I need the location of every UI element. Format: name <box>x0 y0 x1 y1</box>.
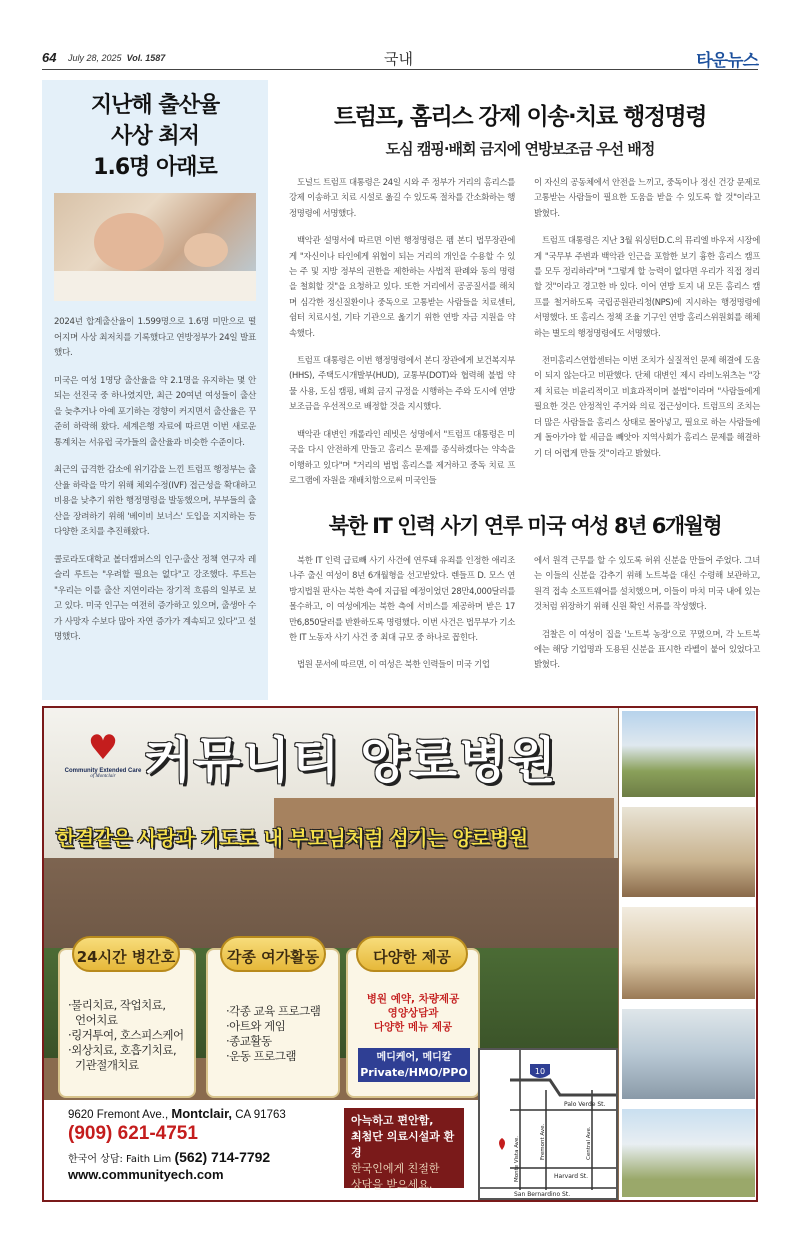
patio-photo <box>621 1108 756 1198</box>
sidebar-paragraph: 미국은 여성 1명당 출산율을 약 2.1명을 유지하는 몇 안 되는 선진국 중 하나였지만, 최근 20여년 여성들이 출산을 늦추거나 아예 포기하는 경향이 커지면서 출산율은 꾸준히 하락해 왔다. 세계은행 자료에 따르면 이번 새로운 통계치는 서유럽 국가들의 출산율과 비슷한 수준이다. <box>54 375 256 448</box>
svg-text:Palo Verde St.: Palo Verde St. <box>564 1101 606 1108</box>
activities-panel: ·각종 교육 프로그램 ·아트와 게임 ·종교활동 ·운동 프로그램 <box>206 948 340 1098</box>
issue-date: July 28, 2025 Vol. 1587 <box>68 53 166 63</box>
article1-headline: 트럼프, 홈리스 강제 이송·치료 행정명령 <box>334 104 706 130</box>
article2-headline: 북한 IT 인력 사기 연루 미국 여성 8년 6개월형 <box>328 514 722 538</box>
cta-area <box>340 1100 478 1200</box>
lounge-photo <box>621 806 756 898</box>
nursing-home-advertisement <box>42 706 758 1202</box>
korean-contact: 한국어 상담: Faith Lim (562) 714-7792 <box>68 1149 271 1165</box>
facility-photo-strip <box>619 708 758 1200</box>
svg-text:Harvard St.: Harvard St. <box>554 1173 589 1180</box>
page-number: 64 <box>42 50 57 65</box>
article1-column-2: 이 자신의 공동체에서 안전을 느끼고, 중독이나 정신 건강 문제로 고통받는 사람들이 필요한 도움을 받을 수 있도록 할 것"이라고 밝혔다. 트럼프 대통령은 지난 3월 워싱턴D.C.의 뮤리엘 바우저 시장에게 "국무부 주변과 백악관 인근을 포함한 보기 흉한 홈리스 캠프를 모두 정리하라"며 "그렇게 할 능력이 없다면 우리가 직접 정리할 것"이라고 경고한 바 있다. 이어 연방 토지 내 모든 홈리스 캠프를 철거하도록 국립공원관리청(NPS)에 지시하는 행정명령에 서명했다. 또 홈리스 정책 조율 기구인 연방 홈리스위원회를 해체하는 별도의 행정명령에도 서명했다. 전미홈리스연합센터는 이번 조치가 실질적인 문제 해결에 도움이 되지 않는다고 비판했다. 단체 대변인 제시 라비노위츠는 "강제 치료는 비윤리적이고 비효과적이며 불법"이라며 "사람들에게 필요한 것은 안정적인 주거와 의료 접근성이다. 트럼프의 조치는 더 많은 사람들을 홈리스 상태로 몰아넣고, 필요로 하는 사람들에게 돌아가야 할 세금을 빼앗아 지역사회가 홈리스 문제를 해결하기 더 어렵게 만들 것"이라고 밝혔다. <box>534 177 760 458</box>
article1-column-1: 도널드 트럼프 대통령은 24일 시와 주 정부가 거리의 홈리스를 강제 이송하고 치료 시설로 옮길 수 있도록 절차를 간소화하는 행정명령에 서명했다. 백악관 설명서에 따르면 이번 행정명령은 펨 본디 법무장관에게 "자신이나 타인에게 위협이 되는 거리의 개인을 수용할 수 있는 주 및 지방 정부의 권한을 제한하는 사법적 판례와 동의 명령을 철회할 것"을 요청하고 있다. 또한 거리에서 공공질서를 해치며 심각한 정신질환이나 중독으로 고통받는 사람들을 치료센터, 쉼터 치료시설, 기타 기관으로 옮기기 위한 연방 자금 지원을 약속했다. 트럼프 대통령은 이번 행정명령에서 본디 장관에게 보건복지부(HHS), 주택도시개발부(HUD), 교통부(DOT)와 협력해 불법 약물 사용, 도심 캠핑, 배회 금지 규정을 시행하는 주와 도시에 연방 보조금을 우선적으로 배정할 것을 지시했다. 백악관 대변인 캐롤라인 레빗은 성명에서 "트럼프 대통령은 미국을 다시 안전하게 만들고 홈리스 문제를 종식하겠다는 약속을 이행하고 있다"며 "거리의 범법 홈리스를 제거하고 중독 치료 프로그램에 자원을 재배치함으로써 미국인들 <box>289 177 515 485</box>
garden-photo <box>621 710 756 798</box>
freeway-shield-icon <box>530 1064 550 1078</box>
main-phone[interactable]: (909) 621-4751 <box>68 1123 198 1144</box>
sidebar-headline: 지난해 출산율 사상 최저 1.6명 아래로 <box>90 93 220 180</box>
newspaper-logo <box>696 46 758 71</box>
website-link[interactable]: www.communityech.com <box>68 1167 224 1182</box>
dining-room-photo <box>621 906 756 1000</box>
nursing-care-panel: ·물리치료, 작업치료, 언어치료 ·링거투여, 호스피스케어 ·외상치료, 호흡기치료, 기관절개치료 <box>58 948 196 1098</box>
article1-subheadline: 도심 캠핑·배회 금지에 연방보조금 우선 배정 <box>385 140 655 158</box>
services-badge: 다양한 제공 <box>356 936 468 972</box>
sidebar-paragraph: 2024년 합계출산율이 1.599명으로 1.6명 미만으로 떨어지며 사상 최저치를 기록했다고 연방정부가 24일 발표했다. <box>54 317 256 358</box>
article2-column-2: 에서 원격 근무를 할 수 있도록 허위 신분을 만들어 주었다. 그녀는 이들의 신분을 감추기 위해 노트북을 대신 수령해 보관하고, 원격 접속 소프트웨어를 설치했으며, 이들이 마치 미국 내에 있는 것처럼 위장하기 위해 신원 확인 서류를 작성했다. 검찰은 이 여성이 집을 '노트북 농장'으로 꾸몄으며, 각 노트북에는 해당 기업명과 도용된 신분을 표시한 라벨이 붙어 있었다고 밝혔다. <box>534 555 760 670</box>
heart-icon: ♥ <box>87 728 119 768</box>
svg-text:10: 10 <box>534 1067 546 1076</box>
section-name: 국내 <box>384 50 413 68</box>
cta-box: 아늑하고 편안함, 최첨단 의료시설과 환경 한국인에게 친절한 상담을 받으세요. <box>344 1108 464 1188</box>
insurance-box: 메디케어, 메디칼 Private/HMO/PPO <box>358 1048 470 1082</box>
ad-slogan: 한결같은 사랑과 기도로 내 부모님처럼 섬기는 양로병원 <box>56 826 528 850</box>
cec-logo: ♥ Community Extended Care of Montclair <box>64 728 142 779</box>
svg-text:Monte Vista Ave.: Monte Vista Ave. <box>514 1135 520 1182</box>
page-header <box>42 44 758 70</box>
hallway-photo <box>621 1008 756 1100</box>
address: 9620 Fremont Ave., Montclair, CA 91763 <box>68 1106 286 1121</box>
nursing-care-badge: 24시간 병간호 <box>72 936 180 972</box>
logo-text: 타운뉴스 <box>696 51 758 71</box>
activities-badge: 각종 여가활동 <box>220 936 326 972</box>
sidebar-article <box>42 80 268 700</box>
contact-info <box>44 1100 340 1200</box>
newborn-photo <box>54 193 256 301</box>
svg-text:San Bernardino St.: San Bernardino St. <box>514 1191 571 1198</box>
sidebar-paragraph: 최근의 급격한 감소에 위기감을 느낀 트럼프 행정부는 출산율 하락을 막기 위해 체외수정(IVF) 접근성을 확대하고 비용을 낮추기 위한 행정명령을 발동했으며, 부부들의 출산을 장려하기 위해 '베이비 보너스' 도입을 지지하는 등 다양한 조치를 추진해왔다. <box>54 465 256 537</box>
svg-text:Central Ave.: Central Ave. <box>586 1126 592 1160</box>
location-map <box>478 1048 618 1200</box>
map-graphic <box>480 1050 616 1198</box>
svg-text:Fremont Ave.: Fremont Ave. <box>540 1123 546 1160</box>
sidebar-paragraph: 콜로라도대학교 볼더캠퍼스의 인구·출산 정책 연구자 레슬리 루트는 "우려할 필요는 없다"고 강조했다. 루트는 "우리는 이를 출산 지연이라는 장기적 흐름의 일부로 보고 있다. 미국 인구는 여전히 증가하고 있으며, 출생아 수가 사망자 수보다 많아 자연 증가가 계속되고 있다"고 설명했다. <box>54 554 256 642</box>
services-panel: 병원 예약, 차량제공 영양상담과 다양한 메뉴 제공 메디케어, 메디칼 Private/HMO/PPO <box>346 948 480 1098</box>
ad-title: 커뮤니티 양로병원 <box>144 732 558 789</box>
article2-column-1: 북한 IT 인력 급료빼 사기 사건에 연루돼 유죄를 인정한 애리조나주 출신 여성이 8년 6개월형을 선고받았다. 렌들프 D. 모스 연방지법원 판사는 북한 측에 지급될 예정이었던 28만4,000달러를 몰수하고, 이 여성에게는 북한 측에 서비스를 제공하며 받은 17만6,850달러를 반환하도록 명령했다. 이번 사건은 법무부가 기소한 IT 노동자 사기 사건 중 최대 규모 중 하나로 꼽힌다. 법원 문서에 따르면, 이 여성은 북한 인력들이 미국 기업 <box>289 555 515 670</box>
